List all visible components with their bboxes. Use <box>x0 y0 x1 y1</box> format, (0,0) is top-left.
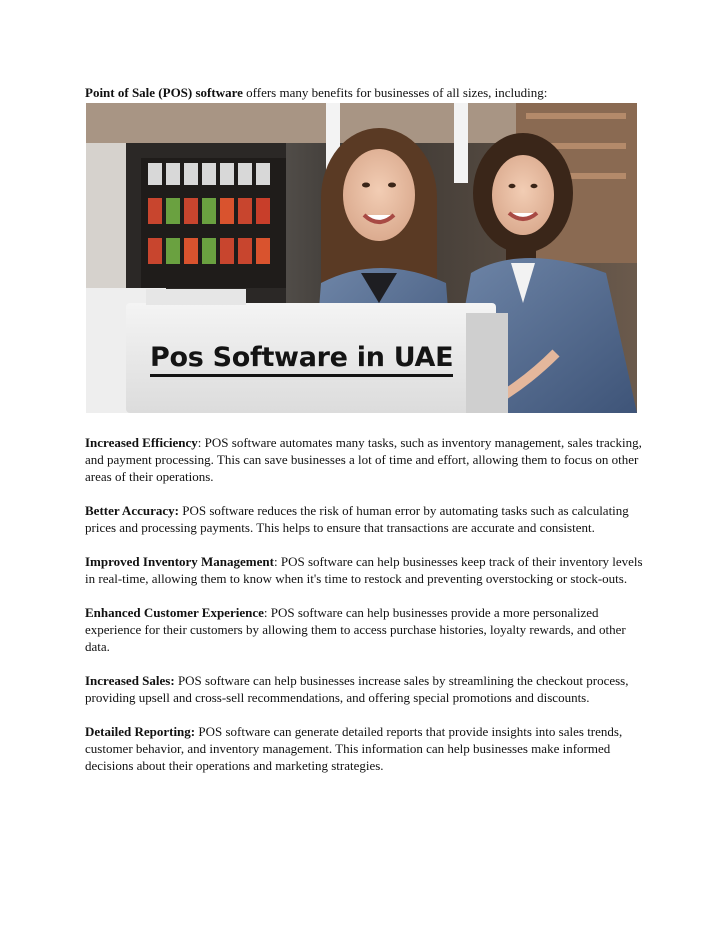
benefit-title: Detailed Reporting: <box>85 724 196 739</box>
benefit-accuracy <box>85 502 645 536</box>
benefit-inventory <box>85 553 645 587</box>
hero-caption: Pos Software in UAE <box>150 343 453 377</box>
benefit-body: POS software reduces the risk of human error by automating tasks such as calculating prices and processing payments. This helps to ensure that transactions are accurate and consistent. <box>85 503 629 535</box>
benefit-body: POS software automates many tasks, such as inventory management, sales tracking, and payment processing. This can save businesses a lot of time and effort, allowing them to focus on other areas of their operations. <box>85 435 642 484</box>
benefit-separator: : <box>197 435 205 450</box>
hero-image <box>86 103 637 413</box>
benefit-separator: : <box>263 605 271 620</box>
benefit-title: Improved Inventory Management <box>85 554 274 569</box>
benefit-title: Better Accuracy: <box>85 503 179 518</box>
intro-paragraph <box>85 84 645 101</box>
benefit-efficiency <box>85 434 645 485</box>
benefit-separator: : <box>273 554 281 569</box>
benefit-title: Increased Sales: <box>85 673 175 688</box>
benefit-title: Increased Efficiency <box>85 435 198 450</box>
product-shelf <box>148 163 270 264</box>
benefit-body: POS software can help businesses increase sales by streamlining the checkout process, providing upsell and cross-sell recommendations, and offering special promotions and discounts. <box>85 673 629 705</box>
benefit-reporting <box>85 723 645 774</box>
intro-text: offers many benefits for businesses of all sizes, including: <box>242 85 548 100</box>
benefit-customer-experience <box>85 604 645 655</box>
benefits-list <box>85 434 645 791</box>
benefit-sales <box>85 672 645 706</box>
benefit-body: POS software can generate detailed reports that provide insights into sales trends, customer behavior, and inventory management. This information can help businesses make informed decisions about their operations and marketing strategies. <box>85 724 623 773</box>
benefit-body: POS software can help businesses provide a more personalized experience for their customers by allowing them to access purchase histories, loyalty rewards, and other data. <box>85 605 626 654</box>
benefit-title: Enhanced Customer Experience <box>85 605 264 620</box>
benefit-body: POS software can help businesses keep track of their inventory levels in real-time, allowing them to know when it's time to restock and preventing overstocking or stock-outs. <box>85 554 643 586</box>
intro-bold-term: Point of Sale (POS) software <box>85 85 243 100</box>
